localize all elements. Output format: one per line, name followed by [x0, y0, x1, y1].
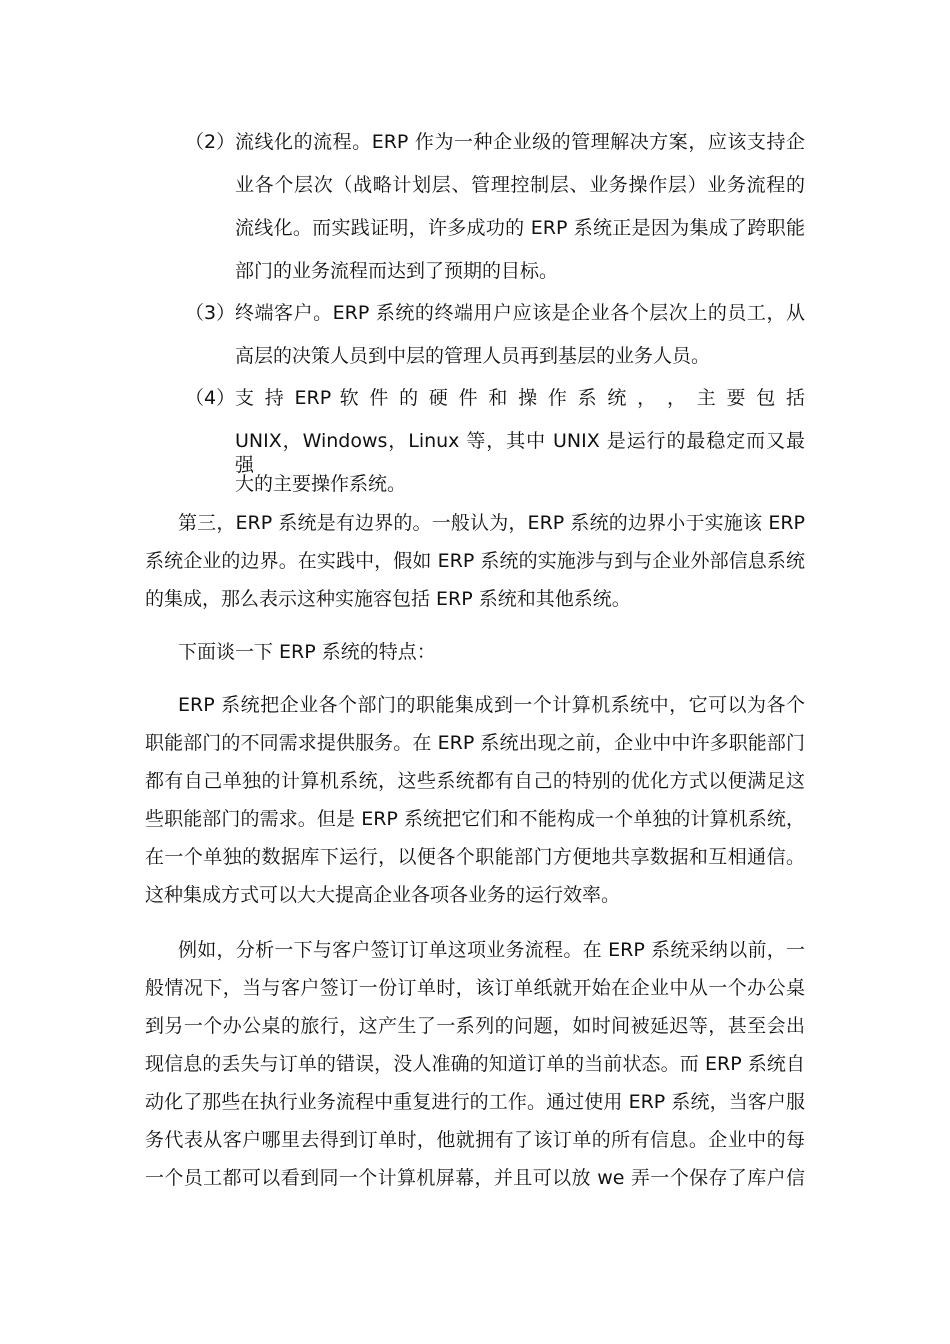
list-item-line: 流线化。而实践证明，许多成功的 ERP 系统正是因为集成了跨职能 [235, 217, 805, 239]
paragraph-line: 到另一个办公桌的旅行，这产生了一系列的问题，如时间被延迟等，甚至会出 [145, 1015, 805, 1037]
paragraph-line: 一个员工都可以看到同一个计算机屏幕，并且可以放 we 弄一个保存了库户信 [145, 1167, 805, 1189]
list-item-line: 部门的业务流程而达到了预期的目标。 [235, 260, 559, 282]
paragraph-line: 在一个单独的数据库下运行，以便各个职能部门方便地共享数据和互相通信。 [145, 846, 805, 868]
paragraph-line: 这种集成方式可以大大提高企业各项各业务的运行效率。 [145, 884, 621, 906]
list-item-line: 支 持 ERP 软 件 的 硬 件 和 操 作 系 统 ， ， 主 要 包 括 [235, 387, 805, 409]
paragraph-line: 务代表从客户哪里去得到订单时，他就拥有了该订单的所有信息。企业中的每 [145, 1129, 805, 1151]
paragraph-line: ERP 系统把企业各个部门的职能集成到一个计算机系统中，它可以为各个 [178, 694, 805, 716]
list-item-line: 流线化的流程。ERP 作为一种企业级的管理解决方案，应该支持企 [235, 131, 805, 153]
paragraph-line: 第三，ERP 系统是有边界的。一般认为，ERP 系统的边界小于实施该 ERP [178, 512, 805, 534]
list-number: （2） [185, 131, 236, 153]
list-number: （3） [185, 302, 236, 324]
list-item-line: 业各个层次（战略计划层、管理控制层、业务操作层）业务流程的 [235, 174, 805, 196]
paragraph-line: 职能部门的不同需求提供服务。在 ERP 系统出现之前，企业中中许多职能部门 [145, 732, 805, 754]
paragraph-line: 都有自己单独的计算机系统，这些系统都有自己的特别的优化方式以便满足这 [145, 770, 805, 792]
list-item-line: 终端客户。ERP 系统的终端用户应该是企业各个层次上的员工，从 [235, 302, 805, 324]
paragraph-line: 现信息的丢失与订单的错误，没人准确的知道订单的当前状态。而 ERP 系统自 [145, 1053, 805, 1075]
paragraph-line: 的集成，那么表示这种实施容包括 ERP 系统和其他系统。 [145, 588, 631, 610]
paragraph-line: 下面谈一下 ERP 系统的特点： [178, 641, 436, 663]
list-item-line: 高层的决策人员到中层的管理人员再到基层的业务人员。 [235, 345, 711, 367]
paragraph-line: 动化了那些在执行业务流程中重复进行的工作。通过使用 ERP 系统，当客户服 [145, 1091, 805, 1113]
paragraph-line: 系统企业的边界。在实践中，假如 ERP 系统的实施涉与到与企业外部信息系统 [145, 550, 805, 572]
paragraph-line: 些职能部门的需求。但是 ERP 系统把它们和不能构成一个单独的计算机系统， [145, 808, 805, 830]
list-number: （4） [185, 387, 236, 409]
paragraph-line: 般情况下，当与客户签订一份订单时，该订单纸就开始在企业中从一个办公桌 [145, 977, 805, 999]
list-item-line: 大的主要操作系统。 [235, 473, 407, 495]
list-item-line: UNIX，Windows，Linux 等，其中 UNIX 是运行的最稳定而又最强 [235, 430, 805, 476]
paragraph-line: 例如，分析一下与客户签订订单这项业务流程。在 ERP 系统采纳以前，一 [178, 939, 805, 961]
